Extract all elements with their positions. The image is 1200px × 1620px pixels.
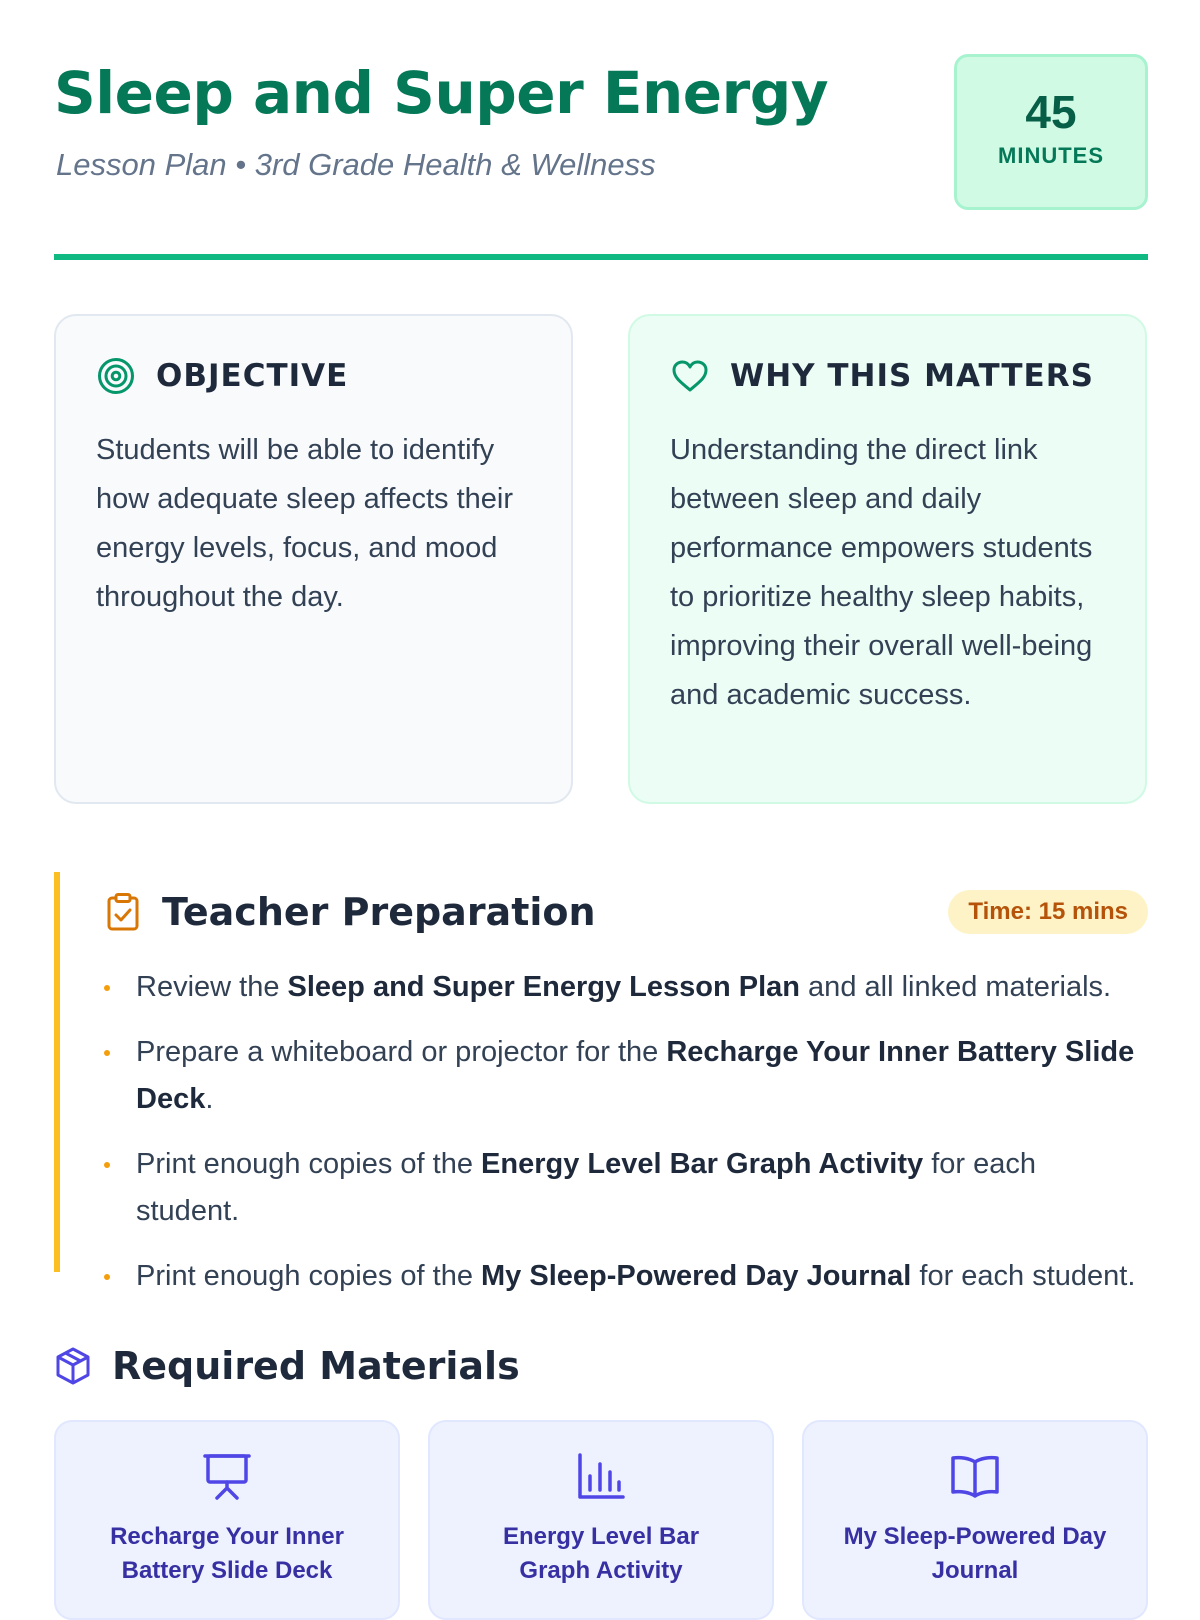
duration-value: 45 xyxy=(1025,86,1077,138)
materials-heading-row xyxy=(54,1336,520,1396)
teacher-preparation-section xyxy=(54,872,1148,1292)
material-card-journal[interactable] xyxy=(802,1420,1148,1620)
why-card xyxy=(628,314,1147,804)
material-label: My Sleep-Powered Day Journal xyxy=(843,1523,1107,1584)
presentation-icon xyxy=(200,1450,254,1504)
preparation-heading-row xyxy=(104,882,1148,942)
objective-heading: OBJECTIVE xyxy=(156,358,349,394)
page-subtitle: Lesson Plan • 3rd Grade Health & Wellness xyxy=(56,147,656,182)
open-book-icon xyxy=(948,1450,1002,1504)
materials-heading: Required Materials xyxy=(112,1344,520,1388)
list-item: Review the Sleep and Super Energy Lesson Plan and all linked materials. xyxy=(104,964,1146,1011)
heart-icon xyxy=(670,356,710,396)
package-icon xyxy=(54,1346,92,1386)
bar-chart-icon xyxy=(574,1450,628,1504)
time-badge: Time: 15 mins xyxy=(948,890,1148,934)
list-item: Print enough copies of the Energy Level Bar Graph Activity for each student. xyxy=(104,1141,1146,1235)
duration-unit: MINUTES xyxy=(998,143,1104,168)
preparation-list xyxy=(104,964,1148,1300)
why-heading-row xyxy=(670,356,1105,396)
objective-text: Students will be able to identify how adequate sleep affects their energy levels, focus, and mood throughout the day. xyxy=(96,434,514,613)
page-title: Sleep and Super Energy xyxy=(54,59,829,127)
duration-badge xyxy=(954,54,1148,210)
list-item: Print enough copies of the My Sleep-Powered Day Journal for each student. xyxy=(104,1253,1146,1300)
material-label: Recharge Your Inner Battery Slide Deck xyxy=(110,1523,344,1584)
why-heading: WHY THIS MATTERS xyxy=(730,358,1094,394)
header-divider xyxy=(54,254,1148,260)
material-card-slide-deck[interactable] xyxy=(54,1420,400,1620)
target-icon xyxy=(96,356,136,396)
material-card-bar-graph[interactable] xyxy=(428,1420,774,1620)
list-item: Prepare a whiteboard or projector for the Recharge Your Inner Battery Slide Deck. xyxy=(104,1029,1146,1123)
material-label: Energy Level Bar Graph Activity xyxy=(502,1523,700,1584)
preparation-heading: Teacher Preparation xyxy=(162,890,596,934)
lesson-header xyxy=(54,52,1148,222)
objective-heading-row xyxy=(96,356,531,396)
objective-card xyxy=(54,314,573,804)
why-text: Understanding the direct link between sleep and daily performance empowers students to prioritize healthy sleep habits, improving their overall well-being and academic success. xyxy=(670,434,1093,711)
clipboard-check-icon xyxy=(104,892,142,932)
